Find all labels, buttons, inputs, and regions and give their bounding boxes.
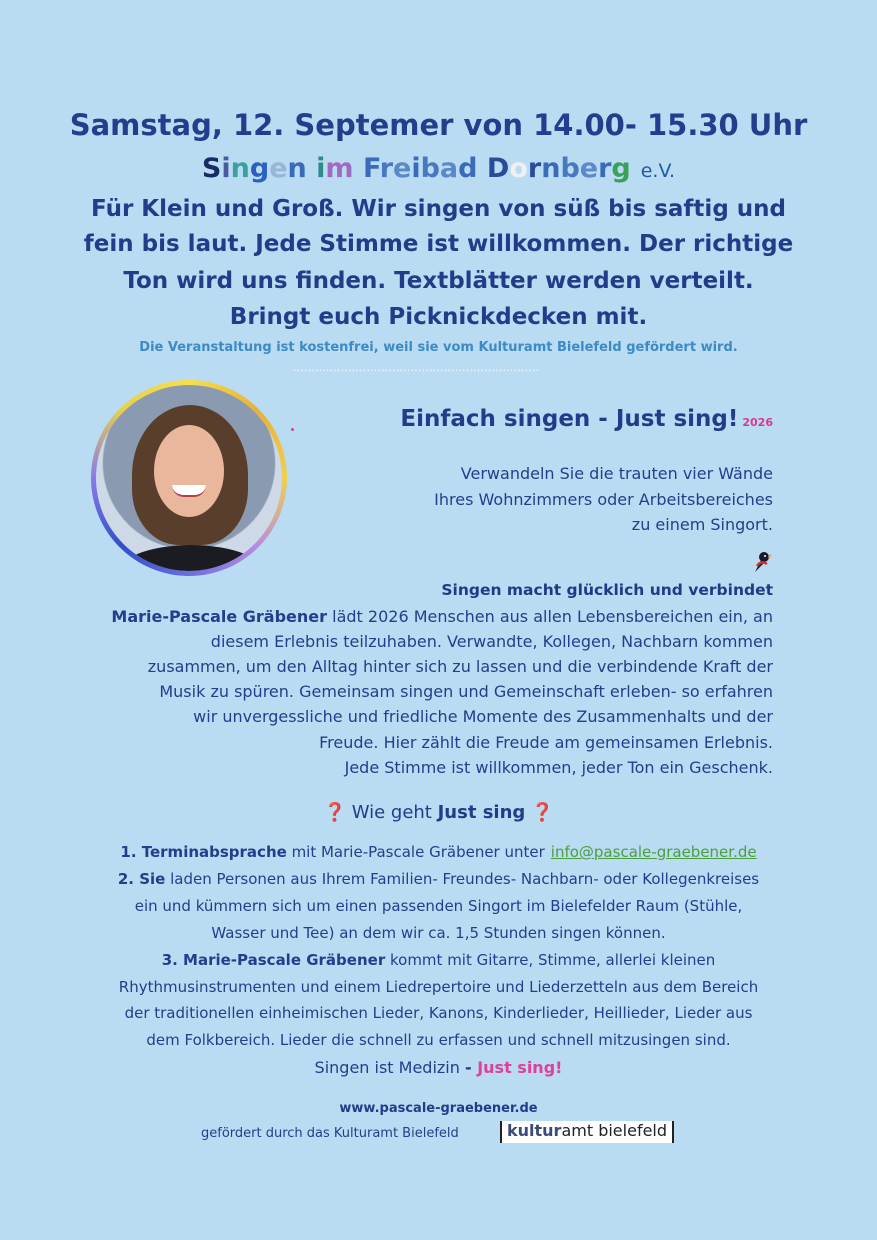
step-label: 1. Terminabsprache	[120, 843, 287, 861]
happy-heading: Singen macht glücklich und verbindet	[441, 581, 773, 599]
paragraph-line	[111, 607, 773, 626]
logo-part: kultur	[507, 1121, 562, 1140]
title-letter: m	[325, 153, 354, 184]
step-text: mit Marie-Pascale Gräbener unter	[286, 843, 545, 861]
title-letter: n	[230, 153, 250, 184]
title-letter: b	[420, 153, 440, 184]
event-title-text	[202, 153, 631, 184]
step-line	[0, 870, 877, 888]
step-line: der traditionellen einheimischen Lieder, Kanons, Kinderlieder, Heillieder, Lieder aus	[124, 1004, 753, 1022]
title-letter: g	[611, 153, 631, 184]
title-letter: o	[509, 153, 528, 184]
paragraph-line: Jede Stimme ist willkommen, jeder Ton ein Geschenk.	[344, 758, 773, 777]
title-letter: g	[249, 153, 270, 184]
step-text: laden Personen aus Ihrem Familien- Freundes- Nachbarn- oder Kollegenkreises	[165, 870, 760, 888]
step-line	[0, 843, 877, 861]
step-line	[0, 951, 877, 969]
event-date: Samstag, 12. Septemer von 14.00- 15.30 Uhr	[69, 108, 808, 142]
paragraph-line: Freude. Hier zählt die Freude am gemeinsamen Erlebnis.	[319, 733, 773, 752]
question-mark-icon: ❓	[323, 802, 346, 823]
footer-text: gefördert durch das Kulturamt Bielefeld	[201, 1126, 459, 1141]
title-letter: D	[486, 153, 510, 184]
event-title	[0, 153, 877, 184]
step-label: 2. Sie	[117, 870, 166, 888]
title-letter: n	[541, 153, 561, 184]
kulturamt-logo	[500, 1121, 674, 1143]
paragraph-text: lädt 2026 Menschen aus allen Lebensbereichen ein, an	[327, 607, 773, 626]
email-link[interactable]: info@pascale-graebener.de	[550, 843, 757, 861]
how-heading	[0, 802, 877, 823]
just-sing-year: 2026	[742, 416, 773, 429]
just-sing-heading	[400, 406, 773, 432]
medizin-text: Singen ist Medizin	[314, 1058, 465, 1077]
medizin-dash: -	[464, 1058, 478, 1077]
intro-line: Für Klein und Groß. Wir singen von süß bis saftig und	[91, 196, 786, 222]
step-line: Rhythmusinstrumenten und einem Liedrepertoire und Liederzetteln aus dem Bereich	[118, 978, 759, 996]
how-bold: Just sing	[437, 802, 526, 823]
intro-line: Ton wird uns finden. Textblätter werden verteilt.	[123, 268, 754, 294]
title-letter: i	[411, 153, 421, 184]
paragraph-line: Musik zu spüren. Gemeinsam singen und Gemeinschaft erleben- so erfahren	[159, 682, 773, 701]
portrait-image	[96, 385, 282, 571]
event-title-suffix: e.V.	[640, 160, 676, 182]
free-note: Die Veranstaltung ist kostenfrei, weil sie vom Kulturamt Bielefeld gefördert wird.	[139, 340, 738, 355]
title-letter: r	[379, 153, 394, 184]
dotted-divider: ...................................................................	[293, 363, 540, 374]
paragraph-line: wir unvergessliche und friedliche Momente des Zusammenhalts und der	[193, 707, 773, 726]
step-line: Wasser und Tee) an dem wir ca. 1,5 Stunden singen können.	[211, 924, 666, 942]
step-text: kommt mit Gitarre, Stimme, allerlei kleinen	[385, 951, 716, 969]
medizin-pink: Just sing!	[477, 1058, 563, 1077]
step-line: dem Folkbereich. Lieder die schnell zu erfassen und schnell mitzusingen sind.	[146, 1031, 731, 1049]
question-mark-icon: ❓	[531, 802, 554, 823]
just-sing-line: zu einem Singort.	[631, 515, 773, 534]
step-label: 3. Marie-Pascale Gräbener	[161, 951, 386, 969]
title-letter: r	[527, 153, 542, 184]
step-line: ein und kümmern sich um einen passenden Singort im Bielefelder Raum (Stühle,	[134, 897, 743, 915]
medizin-line	[0, 1058, 877, 1077]
title-letter: b	[560, 153, 580, 184]
author-name: Marie-Pascale Gräbener	[111, 607, 328, 626]
just-sing-line: Ihres Wohnzimmers oder Arbeitsbereiches	[434, 490, 773, 509]
just-sing-title: Einfach singen - Just sing!	[400, 406, 739, 432]
intro-line: Bringt euch Picknickdecken mit.	[229, 304, 648, 330]
title-letter: i	[316, 153, 326, 184]
paragraph-line: diesem Erlebnis teilzuhaben. Verwandte, Kollegen, Nachbarn kommen	[210, 632, 773, 651]
decorative-dot	[291, 428, 294, 431]
title-letter: e	[393, 153, 412, 184]
how-text: Wie geht	[351, 802, 438, 823]
intro-line: fein bis laut. Jede Stimme ist willkommen. Der richtige	[83, 231, 794, 257]
logo-part: amt bielefeld	[561, 1121, 668, 1140]
title-letter: F	[362, 153, 380, 184]
bird-icon	[751, 548, 773, 574]
title-letter	[477, 153, 486, 184]
website-link[interactable]: www.pascale-graebener.de	[339, 1101, 538, 1116]
title-letter: S	[201, 153, 222, 184]
title-letter: d	[458, 153, 478, 184]
just-sing-line: Verwandeln Sie die trauten vier Wände	[460, 464, 773, 483]
title-letter: e	[269, 153, 288, 184]
title-letter: e	[579, 153, 599, 184]
title-letter: r	[598, 153, 612, 184]
paragraph-line: zusammen, um den Alltag hinter sich zu lassen und die verbindende Kraft der	[147, 657, 773, 676]
title-letter	[354, 153, 363, 184]
title-letter: a	[439, 153, 459, 184]
portrait-photo	[91, 380, 287, 576]
title-letter: n	[287, 153, 307, 184]
title-letter: i	[221, 153, 231, 184]
title-letter	[307, 153, 316, 184]
